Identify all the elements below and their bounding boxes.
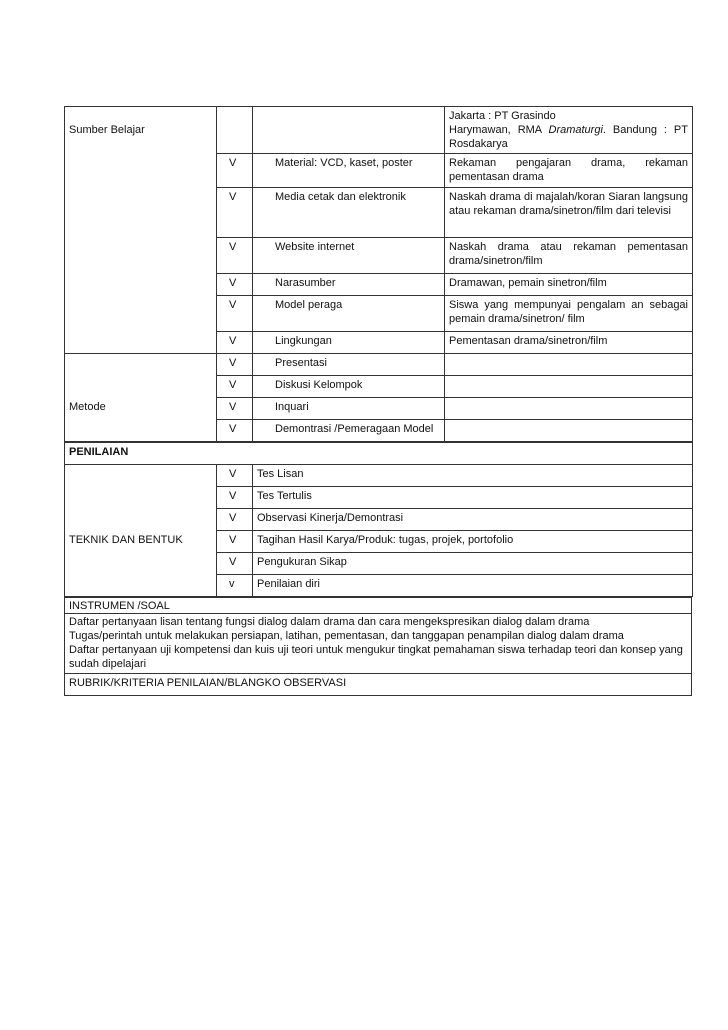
sumber-desc-5: Siswa yang mempunyai pengalam an sebagai pemain drama/sinetron/ film bbox=[445, 296, 693, 332]
penilaian-row-1 bbox=[65, 465, 693, 487]
metode-check-2: V bbox=[217, 376, 253, 398]
metode-item-4: Demontrasi /Pemeragaan Model bbox=[253, 420, 445, 442]
penilaian-table bbox=[64, 442, 693, 597]
metode-label-spacer bbox=[65, 420, 217, 442]
penilaian-check-5: V bbox=[217, 553, 253, 575]
penilaian-check-6: v bbox=[217, 575, 253, 597]
instrumen-heading-row bbox=[65, 598, 692, 614]
sumber-desc-1: Rekaman pengajaran drama, rekaman pementasan drama bbox=[445, 154, 693, 188]
metode-label-spacer bbox=[65, 354, 217, 376]
metode-check-1: V bbox=[217, 354, 253, 376]
penilaian-item-2: Tes Tertulis bbox=[253, 487, 693, 509]
sumber-check-3: V bbox=[217, 238, 253, 274]
metode-row-2 bbox=[65, 376, 693, 398]
sumber-label-spacer bbox=[65, 332, 217, 354]
sumber-check-4: V bbox=[217, 274, 253, 296]
sumber-check-1: V bbox=[217, 154, 253, 188]
teknik-label-spacer bbox=[65, 487, 217, 509]
sumber-reference bbox=[445, 107, 693, 154]
sumber-row-6 bbox=[65, 332, 693, 354]
sumber-label: Sumber Belajar bbox=[65, 107, 217, 154]
instrumen-line-3: Daftar pertanyaan uji kompetensi dan kuis uji teori untuk mengukur tingkat pemahaman siswa terhadap teori dan konsep yang sudah dipelajari bbox=[69, 644, 683, 670]
sumber-desc-3: Naskah drama atau rekaman pementasan drama/sinetron/film bbox=[445, 238, 693, 274]
teknik-label-spacer bbox=[65, 465, 217, 487]
instrumen-line-2: Tugas/perintah untuk melakukan persiapan, latihan, pementasan, dan tanggapan penampilan dialog dalam drama bbox=[69, 630, 624, 642]
document-page bbox=[64, 106, 692, 696]
penilaian-item-6: Penilaian diri bbox=[253, 575, 693, 597]
sumber-label-spacer bbox=[65, 238, 217, 274]
penilaian-row-2 bbox=[65, 487, 693, 509]
sumber-row-4 bbox=[65, 274, 693, 296]
sumber-row-3 bbox=[65, 238, 693, 274]
reference-line-2 bbox=[449, 123, 688, 151]
metode-row-1 bbox=[65, 354, 693, 376]
sumber-item-empty bbox=[253, 107, 445, 154]
metode-desc-1 bbox=[445, 354, 693, 376]
metode-check-4: V bbox=[217, 420, 253, 442]
metode-label: Metode bbox=[65, 398, 217, 420]
sumber-item-3: Website internet bbox=[253, 238, 445, 274]
sumber-label-spacer bbox=[65, 296, 217, 332]
metode-item-3: Inquari bbox=[253, 398, 445, 420]
sumber-row-0 bbox=[65, 107, 693, 154]
penilaian-check-1: V bbox=[217, 465, 253, 487]
sumber-row-1 bbox=[65, 154, 693, 188]
instrumen-line-1: Daftar pertanyaan lisan tentang fungsi dialog dalam drama dan cara mengekspresikan dialog dalam drama bbox=[69, 616, 590, 628]
reference-author: Harymawan, RMA bbox=[449, 124, 549, 136]
instrumen-body-row bbox=[65, 614, 692, 674]
penilaian-item-5: Pengukuran Sikap bbox=[253, 553, 693, 575]
metode-item-1: Presentasi bbox=[253, 354, 445, 376]
instrumen-body bbox=[65, 614, 692, 674]
metode-row-3 bbox=[65, 398, 693, 420]
penilaian-row-4 bbox=[65, 531, 693, 553]
instrumen-table bbox=[64, 597, 692, 696]
sumber-check-empty bbox=[217, 107, 253, 154]
rubrik-row bbox=[65, 674, 692, 696]
metode-desc-2 bbox=[445, 376, 693, 398]
metode-desc-3 bbox=[445, 398, 693, 420]
instrumen-heading: INSTRUMEN /SOAL bbox=[65, 598, 692, 614]
reference-publisher: . Bandung : PT Rosdakarya bbox=[449, 124, 688, 150]
teknik-label-spacer bbox=[65, 509, 217, 531]
penilaian-row-5 bbox=[65, 553, 693, 575]
sumber-check-6: V bbox=[217, 332, 253, 354]
reference-line-1: Jakarta : PT Grasindo bbox=[449, 110, 556, 122]
penilaian-item-3: Observasi Kinerja/Demontrasi bbox=[253, 509, 693, 531]
metode-label-spacer bbox=[65, 376, 217, 398]
penilaian-check-4: V bbox=[217, 531, 253, 553]
reference-title: Dramaturgi bbox=[548, 124, 603, 136]
sumber-row-2 bbox=[65, 188, 693, 238]
sumber-desc-4: Dramawan, pemain sinetron/film bbox=[445, 274, 693, 296]
sumber-desc-2: Naskah drama di majalah/koran Siaran langsung atau rekaman drama/sinetron/film dari televisi bbox=[445, 188, 693, 238]
metode-check-3: V bbox=[217, 398, 253, 420]
penilaian-row-3 bbox=[65, 509, 693, 531]
sumber-row-5 bbox=[65, 296, 693, 332]
sumber-label-spacer bbox=[65, 274, 217, 296]
penilaian-check-2: V bbox=[217, 487, 253, 509]
penilaian-item-4: Tagihan Hasil Karya/Produk: tugas, projek, portofolio bbox=[253, 531, 693, 553]
sumber-check-2: V bbox=[217, 188, 253, 238]
teknik-label: TEKNIK DAN BENTUK bbox=[65, 531, 217, 553]
sumber-metode-table bbox=[64, 106, 693, 442]
sumber-check-5: V bbox=[217, 296, 253, 332]
metode-item-2: Diskusi Kelompok bbox=[253, 376, 445, 398]
penilaian-heading: PENILAIAN bbox=[65, 443, 693, 465]
penilaian-heading-row bbox=[65, 443, 693, 465]
sumber-item-1: Material: VCD, kaset, poster bbox=[253, 154, 445, 188]
sumber-item-5: Model peraga bbox=[253, 296, 445, 332]
sumber-label-spacer bbox=[65, 154, 217, 188]
sumber-item-2: Media cetak dan elektronik bbox=[253, 188, 445, 238]
rubrik-heading: RUBRIK/KRITERIA PENILAIAN/BLANGKO OBSERVASI bbox=[65, 674, 692, 696]
sumber-label-spacer bbox=[65, 188, 217, 238]
penilaian-item-1: Tes Lisan bbox=[253, 465, 693, 487]
teknik-label-spacer bbox=[65, 553, 217, 575]
sumber-item-4: Narasumber bbox=[253, 274, 445, 296]
sumber-item-6: Lingkungan bbox=[253, 332, 445, 354]
metode-row-4 bbox=[65, 420, 693, 442]
teknik-label-spacer bbox=[65, 575, 217, 597]
metode-desc-4 bbox=[445, 420, 693, 442]
sumber-desc-6: Pementasan drama/sinetron/film bbox=[445, 332, 693, 354]
penilaian-check-3: V bbox=[217, 509, 253, 531]
penilaian-row-6 bbox=[65, 575, 693, 597]
